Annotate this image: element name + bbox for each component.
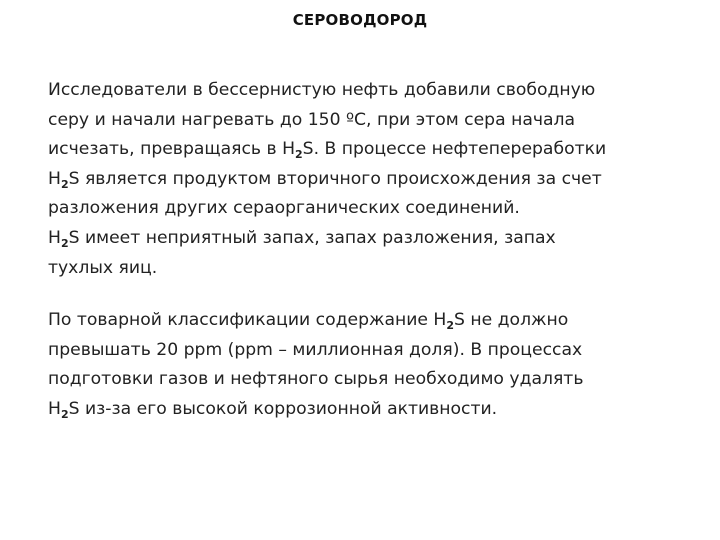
text-line: подготовки газов и нефтяного сырья необходимо удалять xyxy=(48,369,584,390)
text-line: тухлых яиц. xyxy=(48,257,158,278)
text-line xyxy=(48,135,688,165)
text-fragment: H xyxy=(48,227,61,248)
slide-title: СЕРОВОДОРОД xyxy=(292,11,428,29)
text-line: серу и начали нагревать до 150 ºС, при этом сера начала xyxy=(48,109,576,130)
subscript: 2 xyxy=(60,407,69,421)
text-line xyxy=(48,165,688,195)
subscript: 2 xyxy=(60,177,69,191)
paragraph-origin xyxy=(48,76,688,283)
paragraph-classification xyxy=(48,306,688,424)
subscript: 2 xyxy=(60,236,69,250)
subscript: 2 xyxy=(295,148,303,162)
text-fragment: исчезать, превращаясь в H xyxy=(48,139,296,160)
text-fragment: S. В процессе нефтепереработки xyxy=(302,139,607,160)
text-line xyxy=(48,224,688,254)
text-fragment: H xyxy=(48,398,61,419)
text-fragment: H xyxy=(48,168,61,189)
text-line xyxy=(48,395,688,425)
text-fragment: S является продуктом вторичного происхождения за счет xyxy=(68,168,602,189)
text-fragment: S имеет неприятный запах, запах разложения, запах xyxy=(68,227,556,248)
text-line xyxy=(48,306,688,336)
text-line: Исследователи в бессернистую нефть добавили свободную xyxy=(48,80,596,100)
text-line: превышать 20 ppm (ppm – миллионная доля). В процессах xyxy=(48,339,583,360)
subscript: 2 xyxy=(446,319,455,332)
text-fragment: S не должно xyxy=(454,310,569,330)
text-fragment: По товарной классификации содержание H xyxy=(48,310,447,330)
text-line: разложения других сераорганических соединений. xyxy=(48,198,520,219)
text-fragment: S из-за его высокой коррозионной активности. xyxy=(68,398,498,419)
